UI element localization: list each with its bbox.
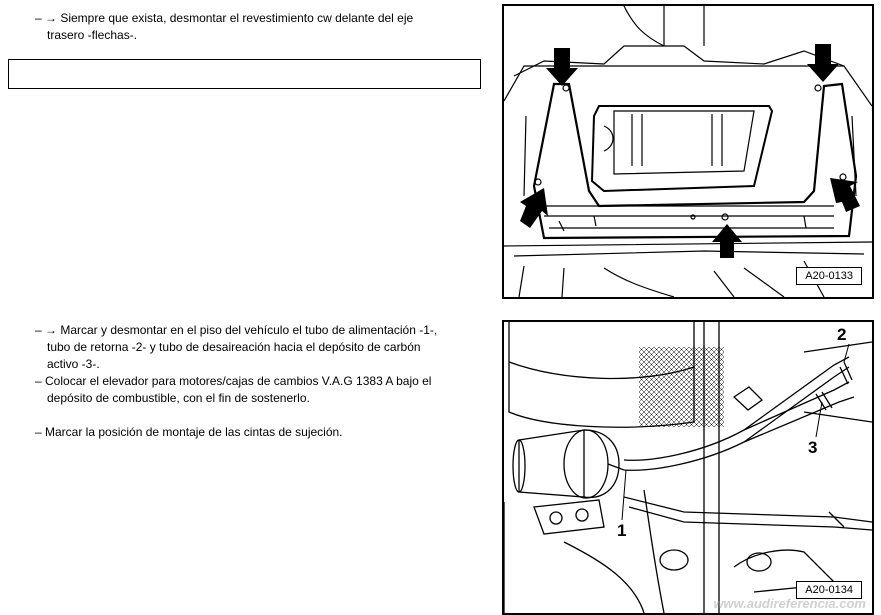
step-2-line-2: tubo de retorna -2- y tubo de desaireación hacia el depósito de carbón (47, 340, 421, 354)
step-2-line-6: – Marcar la posición de montaje de las cintas de sujeción. (35, 425, 343, 439)
instruction-step-1 (35, 10, 413, 44)
figure-label-top: A20-0133 (796, 267, 862, 285)
callout-2-return-line: 2 (837, 325, 847, 344)
step-1-line-2: trasero -flechas-. (47, 28, 138, 42)
underbody-cover-drawing (504, 6, 872, 297)
step-2-line-4: – Colocar el elevador para motores/cajas de cambios V.A.G 1383 A bajo el (35, 374, 432, 388)
callout-1-fuel-feed-line: 1 (617, 521, 627, 540)
figure-fuel-lines (502, 320, 874, 615)
arrow-5 (712, 224, 742, 258)
callout-3-vent-line: 3 (808, 438, 818, 457)
arrow-1 (546, 48, 578, 86)
step-2-line-5: depósito de combustible, con el fin de sostenerlo. (47, 391, 310, 405)
figure-underbody-cover (502, 4, 874, 299)
instruction-step-2 (35, 322, 437, 441)
step-1-line-1: – → Siempre que exista, desmontar el revestimiento cw delante del eje (35, 11, 414, 25)
arrow-2 (807, 44, 839, 82)
note-box (8, 59, 481, 89)
step-2-line-3: activo -3-. (47, 357, 100, 371)
step-2-line-1: – → Marcar y desmontar en el piso del vehículo el tubo de alimentación -1-, (35, 323, 438, 337)
figure-label-bottom: A20-0134 (796, 581, 862, 599)
fuel-lines-drawing (504, 322, 872, 613)
watermark: www.audireferencia.com (713, 596, 866, 611)
